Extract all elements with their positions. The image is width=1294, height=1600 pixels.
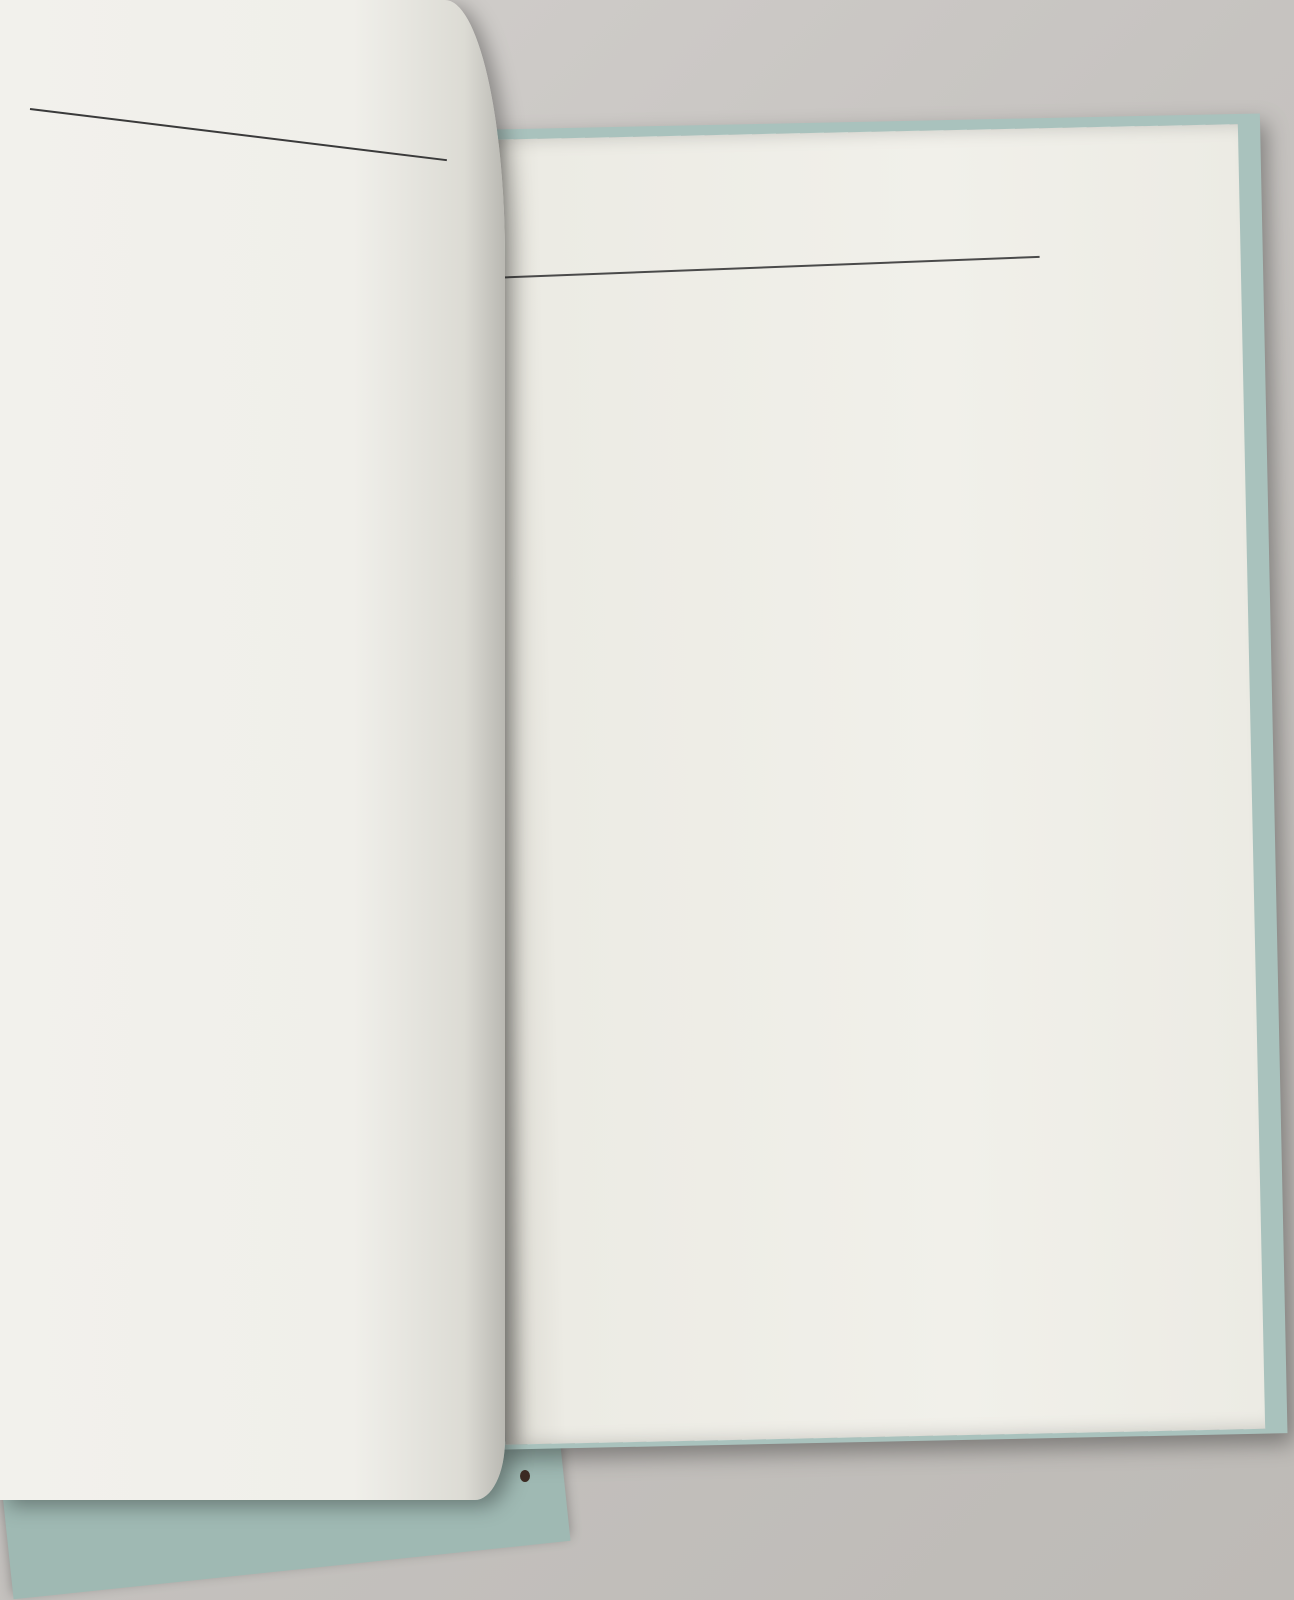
table-spot — [520, 1470, 530, 1482]
left-page — [0, 0, 505, 1500]
right-page — [478, 124, 1265, 1445]
